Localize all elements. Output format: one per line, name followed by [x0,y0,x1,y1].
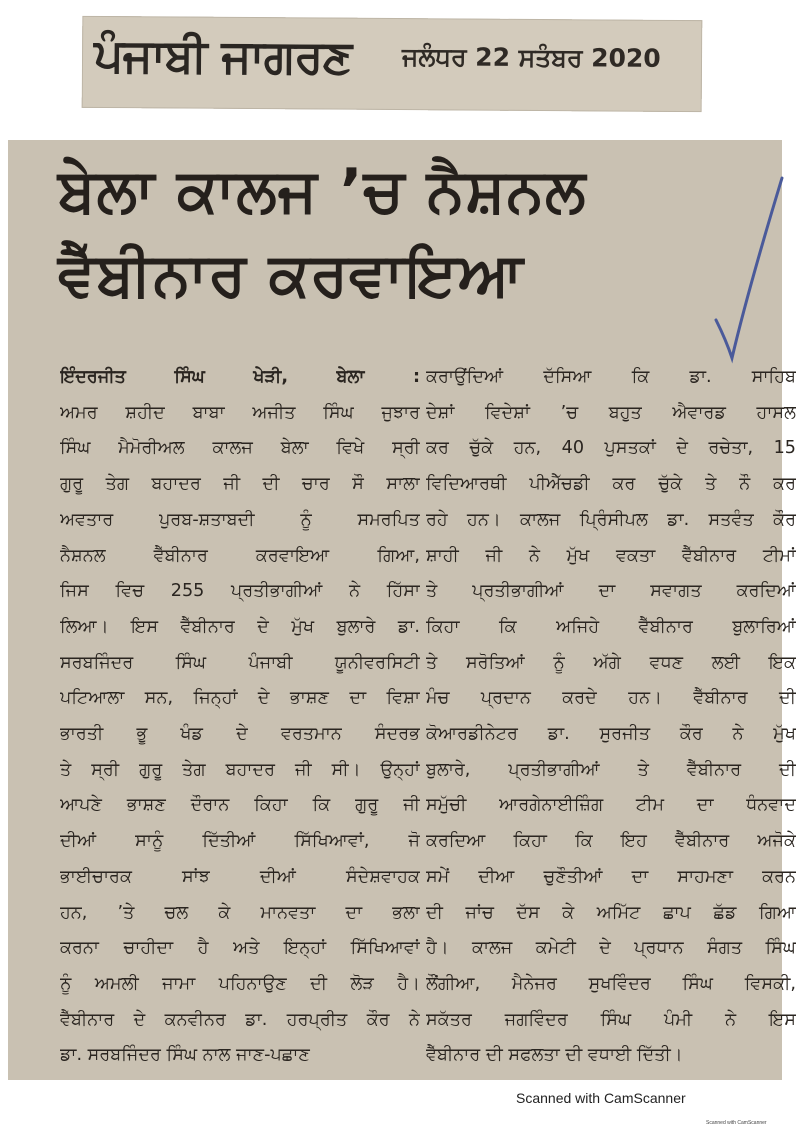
article-line: ਕਰਦਿਆ ਕਿਹਾ ਕਿ ਇਹ ਵੈੱਬੀਨਾਰ ਅਜੋਕੇ [426,831,796,852]
article-line: ਸ਼ਾਹੀ ਜੀ ਨੇ ਮੁੱਖ ਵਕਤਾ ਵੈੱਬੀਨਾਰ ਟੀਮਾਂ [426,545,796,566]
newspaper-name: ਪੰਜਾਬੀ ਜਾਗਰਣ [93,27,352,84]
scanner-watermark-small: Scanned with CamScanner [706,1120,767,1126]
article-line: ਭਾਈਚਾਰਕ ਸਾਂਝ ਦੀਆਂ ਸੰਦੇਸ਼ਵਾਹਕ [60,866,420,887]
article-line: ਦੀਆਂ ਸਾਨੂੰ ਦਿੱਤੀਆਂ ਸਿੱਖਿਆਵਾਂ, ਜੋ [60,831,420,852]
article-line: ਰਹੇ ਹਨ। ਕਾਲਜ ਪ੍ਰਿੰਸੀਪਲ ਡਾ. ਸਤਵੰਤ ਕੌਰ [426,509,796,530]
article-line: ਕਿਹਾ ਕਿ ਅਜਿਹੇ ਵੈੱਬੀਨਾਰ ਬੁਲਾਰਿਆਂ [426,616,796,637]
article-line: ਸਕੱਤਰ ਜਗਵਿੰਦਰ ਸਿੰਘ ਪੰਮੀ ਨੇ ਇਸ [426,1009,796,1030]
article-column-right [426,360,796,1074]
article-line: ਲਿਆ। ਇਸ ਵੈੱਬੀਨਾਰ ਦੇ ਮੁੱਖ ਬੁਲਾਰੇ ਡਾ. [60,616,420,637]
article-column-left [60,360,420,1074]
article-line: ਸਮੁੱਚੀ ਆਰਗੇਨਾਈਜ਼ਿੰਗ ਟੀਮ ਦਾ ਧੰਨਵਾਦ [426,795,796,816]
article-line: ਸਿੰਘ ਮੈਮੋਰੀਅਲ ਕਾਲਜ ਬੇਲਾ ਵਿਖੇ ਸ੍ਰੀ [60,438,420,459]
article-line: ਵੈੱਬੀਨਾਰ ਦੇ ਕਨਵੀਨਰ ਡਾ. ਹਰਪ੍ਰੀਤ ਕੌਰ ਨੇ [60,1009,420,1030]
article-line: ਤੇ ਪ੍ਰਤੀਭਾਗੀਆਂ ਦਾ ਸਵਾਗਤ ਕਰਦਿਆਂ [426,581,796,602]
dateline: ਜਲੰਧਰ 22 ਸਤੰਬਰ 2020 [401,42,661,73]
checkmark-pen-icon [708,170,788,370]
article-line: ਜਿਸ ਵਿਚ 255 ਪ੍ਰਤੀਭਾਗੀਆਂ ਨੇ ਹਿੱਸਾ [60,581,420,602]
article-line: ਸਮੇਂ ਦੀਆ ਚੁਣੌਤੀਆਂ ਦਾ ਸਾਹਮਣਾ ਕਰਨ [426,866,796,887]
article-line: ਕਰ ਚੁੱਕੇ ਹਨ, 40 ਪੁਸਤਕਾਂ ਦੇ ਰਚੇਤਾ, 15 [426,438,796,459]
headline-line-1: ਬੇਲਾ ਕਾਲਜ ’ਚ ਨੈਸ਼ਨਲ [58,156,587,226]
article-line: ਦੇਸ਼ਾਂ ਵਿਦੇਸ਼ਾਂ ’ਚ ਬਹੁਤ ਐਵਾਰਡ ਹਾਸਲ [426,402,796,423]
article-line: ਕਰਾਉਂਦਿਆਂ ਦੱਸਿਆ ਕਿ ਡਾ. ਸਾਹਿਬ [426,367,796,387]
article-line: ਹੈ। ਕਾਲਜ ਕਮੇਟੀ ਦੇ ਪ੍ਰਧਾਨ ਸੰਗਤ ਸਿੰਘ [426,938,796,959]
article-line: ਕੋਆਰਡੀਨੇਟਰ ਡਾ. ਸੁਰਜੀਤ ਕੌਰ ਨੇ ਮੁੱਖ [426,724,796,745]
article-clipping [8,140,796,1080]
article-line: ਤੇ ਸਰੋਤਿਆਂ ਨੂੰ ਅੱਗੇ ਵਧਣ ਲਈ ਇਕ [426,652,796,673]
article-line: ਭਾਰਤੀ ਭੂ ਖੰਡ ਦੇ ਵਰਤਮਾਨ ਸੰਦਰਭ [60,724,420,745]
article-line: ਸਰਬਜਿੰਦਰ ਸਿੰਘ ਪੰਜਾਬੀ ਯੂਨੀਵਰਸਿਟੀ [60,652,420,673]
article-line: ਦੀ ਜਾਂਚ ਦੱਸ ਕੇ ਅਮਿੱਟ ਛਾਪ ਛੱਡ ਗਿਆ [426,902,796,923]
masthead-clipping [82,16,703,112]
article-line: ਲੌਂਗੀਆ, ਮੈਨੇਜਰ ਸੁਖਵਿੰਦਰ ਸਿੰਘ ਵਿਸਕੀ, [426,973,796,994]
article-line: ਵਿਦਿਆਰਥੀ ਪੀਐੱਚਡੀ ਕਰ ਚੁੱਕੇ ਤੇ ਨੌ ਕਰ [426,474,796,495]
article-line: ਪਟਿਆਲਾ ਸਨ, ਜਿਨ੍ਹਾਂ ਦੇ ਭਾਸ਼ਣ ਦਾ ਵਿਸ਼ਾ [60,688,420,709]
article-line: ਅਮਰ ਸ਼ਹੀਦ ਬਾਬਾ ਅਜੀਤ ਸਿੰਘ ਜੁਝਾਰ [60,402,420,423]
scanner-watermark: Scanned with CamScanner [516,1090,686,1106]
byline: ਇੰਦਰਜੀਤ ਸਿੰਘ ਖੇੜੀ, ਬੇਲਾ : [60,367,420,387]
article-line: ਆਪਣੇ ਭਾਸ਼ਣ ਦੌਰਾਨ ਕਿਹਾ ਕਿ ਗੁਰੂ ਜੀ [60,795,420,816]
article-line: ਡਾ. ਸਰਬਜਿੰਦਰ ਸਿੰਘ ਨਾਲ ਜਾਣ-ਪਛਾਣ [60,1045,310,1066]
article-line: ਬੁਲਾਰੇ, ਪ੍ਰਤੀਭਾਗੀਆਂ ਤੇ ਵੈੱਬੀਨਾਰ ਦੀ [426,759,796,780]
article-line: ਕਰਨਾ ਚਾਹੀਦਾ ਹੈ ਅਤੇ ਇਨ੍ਹਾਂ ਸਿੱਖਿਆਵਾਂ [60,938,420,959]
article-line: ਗੁਰੂ ਤੇਗ ਬਹਾਦਰ ਜੀ ਦੀ ਚਾਰ ਸੌ ਸਾਲਾ [60,474,420,495]
article-line: ਤੇ ਸ੍ਰੀ ਗੁਰੂ ਤੇਗ ਬਹਾਦਰ ਜੀ ਸੀ। ਉਨ੍ਹਾਂ [60,759,420,780]
article-line: ਨੈਸ਼ਨਲ ਵੈੱਬੀਨਾਰ ਕਰਵਾਇਆ ਗਿਆ, [60,545,420,566]
article-line: ਨੂੰ ਅਮਲੀ ਜਾਮਾ ਪਹਿਨਾਉਣ ਦੀ ਲੋੜ ਹੈ। [60,973,420,994]
article-line: ਮੰਚ ਪ੍ਰਦਾਨ ਕਰਦੇ ਹਨ। ਵੈੱਬੀਨਾਰ ਦੀ [426,688,796,709]
article-line: ਵੈੱਬੀਨਾਰ ਦੀ ਸਫਲਤਾ ਦੀ ਵਧਾਈ ਦਿੱਤੀ। [426,1045,683,1066]
headline-line-2: ਵੈੱਬੀਨਾਰ ਕਰਵਾਇਆ [58,240,525,310]
article-line: ਅਵਤਾਰ ਪੁਰਬ-ਸ਼ਤਾਬਦੀ ਨੂੰ ਸਮਰਪਿਤ [60,509,420,530]
article-line: ਹਨ, ’ਤੇ ਚਲ ਕੇ ਮਾਨਵਤਾ ਦਾ ਭਲਾ [60,902,420,923]
